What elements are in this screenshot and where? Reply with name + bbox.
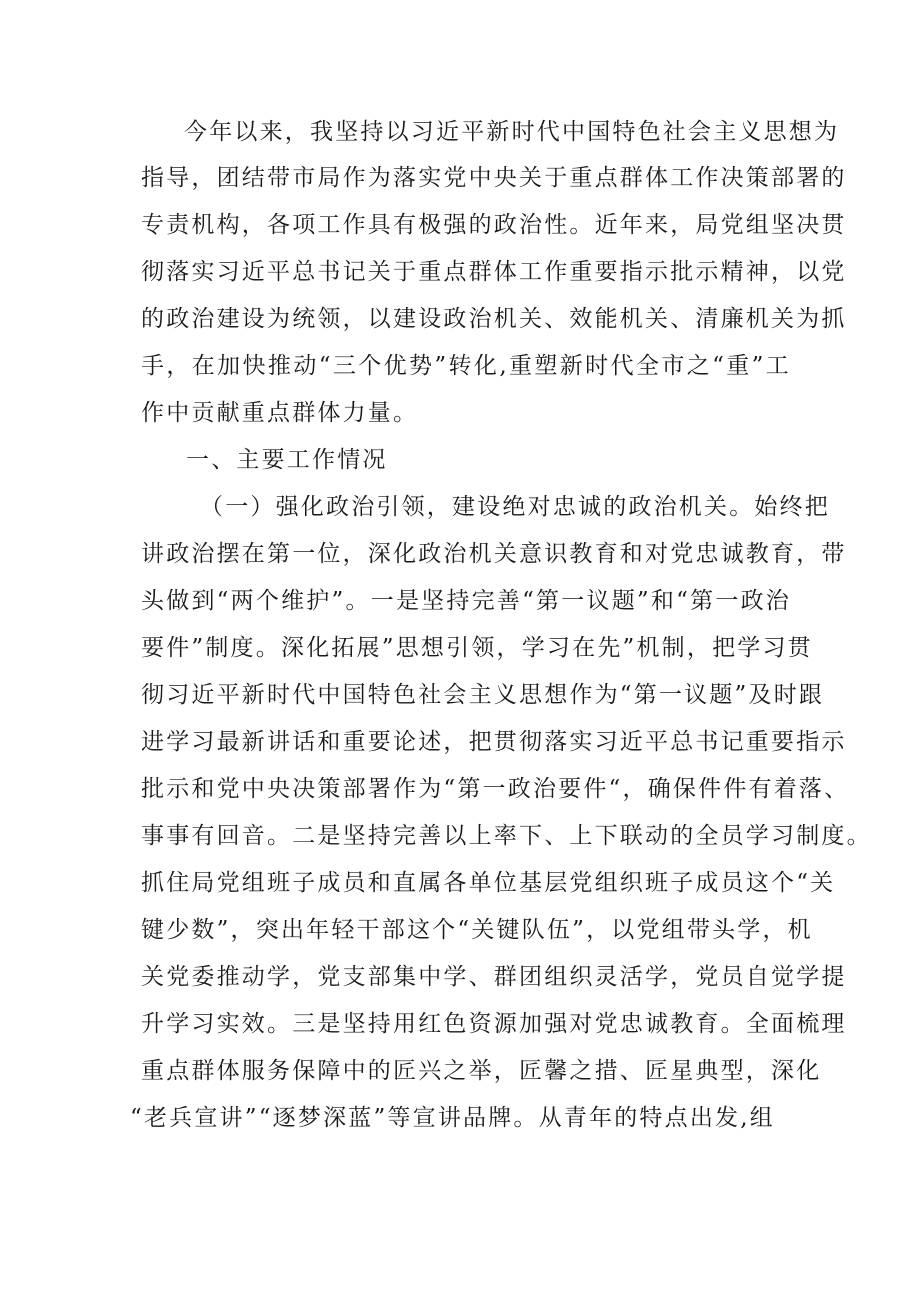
paragraph-intro-line-3: 专责机构，各项工作具有极强的政治性。近年来，局党组坚决贯 [141, 212, 847, 238]
body-line: 升学习实效。三是坚持用红色资源加强对党忠诚教育。全面梳理 [141, 1011, 847, 1037]
body-line: “老兵宣讲”“逐梦深蓝”等宣讲品牌。从青年的特点出发,组 [130, 1105, 775, 1131]
paragraph-intro-line-4: 彻落实习近平总书记关于重点群体工作重要指示批示精神，以党 [141, 259, 847, 285]
paragraph-intro-line-2: 指导，团结带市局作为落实党中央关于重点群体工作决策部署的 [141, 165, 847, 191]
paragraph-intro-line-7: 作中贡献重点群体力量。 [141, 400, 419, 426]
paragraph-intro-line-5: 的政治建设为统领，以建设政治机关、效能机关、清廉机关为抓 [141, 306, 847, 332]
paragraph-intro-line-6: 手，在加快推动“三个优势”转化,重塑新时代全市之“重”工 [141, 353, 791, 379]
body-line: 讲政治摆在第一位，深化政治机关意识教育和对党忠诚教育，带 [141, 541, 847, 567]
paragraph-intro-line-1: 今年以来，我坚持以习近平新时代中国特色社会主义思想为 [184, 119, 840, 145]
body-line: 彻习近平新时代中国特色社会主义思想作为“第一议题”及时跟 [141, 682, 825, 708]
body-line: 进学习最新讲话和重要论述，把贯彻落实习近平总书记重要指示 [141, 729, 847, 755]
body-line: 抓住局党组班子成员和直属各单位基层党组织班子成员这个“关 [141, 870, 836, 896]
body-line: 重点群体服务保障中的匠兴之举，匠馨之措、匠星典型，深化 [141, 1058, 822, 1084]
subsection-heading-line: （一）强化政治引领，建设绝对忠诚的政治机关。始终把 [200, 494, 830, 520]
body-line: 关党委推动学，党支部集中学、群团组织灵活学，党员自觉学提 [141, 964, 847, 990]
section-heading: 一、主要工作情况 [186, 447, 388, 473]
body-line: 头做到“两个维护”。一是坚持完善“第一议题”和“第一政治 [141, 588, 791, 614]
body-line: 事事有回音。二是坚持完善以上率下、上下联动的全员学习制度。 [141, 823, 872, 849]
body-line: 批示和党中央决策部署作为“第一政治要件“，确保件件有着落、 [141, 776, 850, 802]
body-line: 要件”制度。深化拓展”思想引领，学习在先”机制，把学习贯 [141, 635, 813, 661]
body-line: 键少数”，突出年轻干部这个“关键队伍”，以党组带头学，机 [141, 917, 813, 943]
